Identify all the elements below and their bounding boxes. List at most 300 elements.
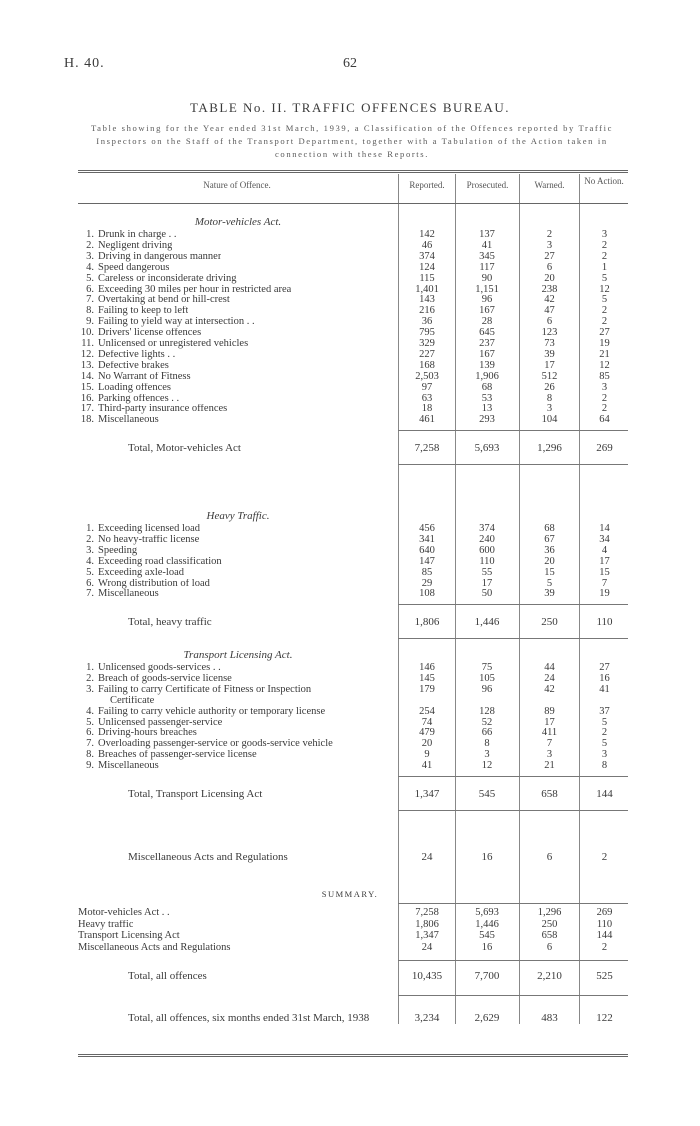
table-row: [0, 263, 700, 273]
warned-cell: 44: [544, 662, 555, 673]
no-action-cell: 2: [601, 392, 608, 404]
no-action-cell: 8: [601, 760, 608, 772]
warned-cell: 27: [544, 250, 555, 262]
reported-cell: 20: [421, 738, 433, 750]
row-number: 15.: [80, 381, 94, 393]
reported-cell: 145: [419, 672, 435, 684]
reported-cell: 9: [424, 749, 430, 761]
no-action-cell: 2: [601, 727, 608, 739]
reported-cell: 10,435: [411, 970, 443, 982]
reported-cell: 97: [421, 381, 433, 393]
section-rule: [398, 464, 628, 465]
header-rule: [78, 203, 628, 204]
reported-cell: 2,503: [415, 370, 439, 382]
prosecuted-cell: 117: [479, 261, 495, 273]
row-number: 7.: [86, 294, 94, 306]
row-number: 14.: [80, 370, 94, 382]
reported-cell: 85: [421, 566, 433, 578]
table-row: [0, 350, 700, 360]
reported-cell: 124: [419, 261, 435, 273]
no-action-cell: 5: [601, 716, 608, 728]
warned-cell: 17: [544, 359, 555, 371]
no-action-cell: 27: [599, 327, 610, 339]
offence-label: Third-party insurance offences: [98, 404, 228, 415]
prosecuted-cell: 293: [479, 414, 495, 426]
table-row: [0, 415, 700, 425]
table-row: [0, 230, 700, 240]
row-number: 5.: [86, 716, 94, 728]
prosecuted-cell: 8: [484, 738, 490, 750]
warned-cell: 17: [544, 716, 555, 728]
no-action-cell: 12: [599, 359, 610, 371]
table-row: [0, 241, 700, 251]
warned-total: 250: [541, 616, 558, 629]
row-number: 12.: [80, 348, 94, 360]
table-row: [0, 524, 700, 534]
reported-cell: 168: [419, 359, 435, 371]
table-row: [0, 274, 700, 284]
row-number: 18.: [80, 414, 94, 426]
reported-cell: 1,806: [415, 918, 439, 930]
misc-acts-label: Miscellaneous Acts and Regulations: [128, 851, 288, 863]
table-row: [0, 761, 700, 771]
row-number: 17.: [80, 403, 94, 415]
total-label: Total, Transport Licensing Act: [128, 788, 263, 800]
prosecuted-cell: 96: [481, 294, 493, 306]
prosecuted-cell: 96: [481, 683, 493, 695]
row-number: 7.: [86, 738, 94, 750]
reported-cell: 63: [421, 392, 433, 404]
prosecuted-cell: 600: [479, 544, 495, 556]
no-action-cell: 17: [599, 555, 610, 567]
total-label: Total, Motor-vehicles Act: [128, 442, 241, 455]
prior-rule: [398, 995, 628, 996]
row-number: 11.: [81, 338, 94, 349]
warned-cell: 411: [541, 727, 558, 739]
row-number: 8.: [86, 305, 94, 317]
row-number: 8.: [86, 749, 94, 761]
offence-label: Wrong distribution of load: [98, 578, 210, 589]
table-row: [0, 372, 700, 382]
warned-cell: 6: [546, 316, 553, 328]
table-row: [0, 535, 700, 545]
no-action-cell: 16: [599, 672, 610, 684]
warned-cell: 3: [546, 749, 553, 761]
summary-row: [0, 943, 700, 953]
prosecuted-cell: 7,700: [474, 970, 500, 982]
table-row: [0, 328, 700, 338]
no-action-cell: 2: [601, 305, 608, 317]
table-row: [0, 546, 700, 556]
reported-cell: 29: [421, 577, 433, 589]
table-title: TABLE No. II. TRAFFIC OFFENCES BUREAU.: [189, 100, 511, 115]
warned-cell: 24: [544, 672, 555, 684]
reported-cell: 254: [419, 705, 435, 717]
prosecuted-cell: 2,629: [474, 1012, 500, 1024]
summary-label: Transport Licensing Act: [78, 931, 180, 941]
warned-cell: 26: [544, 381, 555, 393]
warned-cell: 6: [546, 941, 553, 953]
offence-label: Careless or inconsiderate driving: [98, 273, 237, 284]
reported-cell: 640: [419, 544, 435, 556]
no-action-cell: 27: [599, 662, 610, 673]
table-row: [0, 663, 700, 673]
summary-label: Heavy traffic: [78, 919, 134, 930]
offence-label: Loading offences: [98, 382, 171, 393]
row-number: 6.: [86, 727, 94, 739]
no-action-cell: 34: [599, 533, 610, 545]
table-row: [0, 306, 700, 316]
warned-cell: 39: [544, 348, 555, 360]
prosecuted-cell: 68: [481, 381, 493, 393]
warned-cell: 6: [546, 851, 553, 863]
row-number: 2.: [86, 533, 94, 545]
prior-period-row-label: Total, all offences, six months ended 31st March, 1938: [128, 1012, 370, 1024]
offence-label: Breaches of passenger-service license: [98, 750, 257, 761]
row-number: 9.: [86, 316, 94, 328]
section-title: Heavy Traffic.: [206, 510, 270, 522]
summary-label: Miscellaneous Acts and Regulations: [78, 942, 231, 953]
row-number: 1.: [86, 523, 94, 534]
no-action-cell: 269: [596, 907, 613, 918]
no-action-cell: 5: [601, 294, 608, 306]
offence-label: Breach of goods-service license: [98, 673, 232, 684]
prosecuted-cell: 16: [481, 851, 493, 863]
summary-title: SUMMARY.: [321, 889, 379, 899]
prosecuted-cell: 237: [479, 338, 495, 349]
warned-cell: 21: [544, 760, 555, 772]
section-rule: [398, 810, 628, 811]
row-number: 7.: [86, 588, 94, 600]
no-action-cell: 37: [599, 705, 610, 717]
prosecuted-cell: 41: [481, 239, 493, 251]
no-action-cell: 41: [599, 683, 610, 695]
reported-cell: 1,347: [415, 930, 439, 941]
reported-cell: 108: [419, 588, 435, 600]
prosecuted-cell: 345: [479, 250, 495, 262]
reported-cell: 179: [419, 683, 435, 695]
prosecuted-cell: 137: [479, 229, 495, 240]
table-row-continuation: [0, 696, 700, 706]
prosecuted-cell: 167: [479, 305, 495, 317]
table-row: [0, 674, 700, 684]
no-action-cell: 144: [596, 930, 613, 941]
prosecuted-cell: 13: [481, 403, 493, 415]
reported-cell: 143: [419, 294, 435, 306]
table-row: [0, 589, 700, 599]
row-number: 4.: [86, 555, 94, 567]
offence-label: Exceeding 30 miles per hour in restricted area: [98, 284, 292, 295]
row-number: 9.: [86, 760, 94, 772]
reported-cell: 7,258: [415, 907, 439, 918]
prosecuted-cell: 1,151: [475, 283, 499, 295]
prosecuted-cell: 240: [479, 533, 495, 545]
offence-label: Overloading passenger-service or goods-service vehicle: [98, 739, 333, 750]
col-header-nature: Nature of Offence.: [203, 180, 271, 190]
reported-cell: 41: [421, 760, 433, 772]
prosecuted-cell: 66: [481, 727, 493, 739]
warned-cell: 89: [544, 705, 555, 717]
warned-cell: 8: [546, 392, 553, 404]
prosecuted-cell: 28: [481, 316, 493, 328]
no-action-total: 144: [596, 788, 613, 800]
no-action-cell: 2: [601, 250, 608, 262]
no-action-cell: 2: [601, 403, 608, 415]
no-action-total: 269: [596, 442, 613, 455]
row-number: 13.: [80, 359, 94, 371]
offence-label: Overtaking at bend or hill-crest: [98, 295, 230, 306]
col-header-warned: Warned.: [534, 180, 565, 190]
table-row: [0, 317, 700, 327]
offence-label: Driving in dangerous manner: [98, 251, 222, 262]
no-action-cell: 4: [601, 544, 608, 556]
table-row: [0, 568, 700, 578]
prosecuted-cell: 90: [481, 272, 493, 284]
offence-label: Exceeding licensed load: [98, 524, 201, 534]
prosecuted-cell: 50: [481, 588, 493, 600]
section-rule: [398, 638, 628, 639]
table-row: [0, 404, 700, 414]
reported-cell: 456: [419, 523, 435, 534]
warned-cell: 47: [544, 305, 555, 317]
no-action-total: 110: [596, 616, 613, 629]
warned-cell: 73: [544, 338, 555, 349]
prosecuted-cell: 5,693: [475, 907, 499, 918]
no-action-cell: 12: [599, 283, 610, 295]
no-action-cell: 64: [599, 414, 610, 426]
reported-cell: 227: [419, 348, 435, 360]
no-action-cell: 14: [599, 523, 610, 534]
section-title: Transport Licensing Act.: [183, 649, 293, 661]
offence-label: Parking offences . .: [98, 393, 180, 404]
table-row: [0, 750, 700, 760]
offence-label: No Warrant of Fitness: [98, 371, 191, 382]
grand-total-row-label: Total, all offences: [128, 970, 207, 982]
table-row: [0, 252, 700, 262]
summary-row: [0, 908, 700, 918]
no-action-cell: 1: [601, 261, 608, 273]
row-number: 3.: [86, 250, 94, 262]
table-row: [0, 718, 700, 728]
page-header-code: H. 40.: [64, 56, 105, 71]
reported-total: 7,258: [414, 442, 440, 455]
prosecuted-cell: 167: [479, 348, 495, 360]
prosecuted-cell: 128: [479, 705, 495, 717]
warned-cell: 67: [544, 533, 555, 545]
row-number: 5.: [86, 272, 94, 284]
warned-cell: 42: [544, 294, 555, 306]
warned-cell: 5: [546, 577, 553, 589]
warned-cell: 512: [541, 370, 558, 382]
offence-label: Unlicensed or unregistered vehicles: [98, 339, 249, 349]
summary-row: [0, 931, 700, 941]
total-rule: [398, 776, 628, 777]
offence-label: Unlicensed passenger-service: [98, 717, 223, 728]
prosecuted-cell: 374: [479, 523, 495, 534]
warned-cell: 104: [541, 414, 558, 426]
prosecuted-cell: 75: [481, 662, 493, 673]
row-number: 3.: [86, 683, 94, 695]
no-action-cell: 5: [601, 738, 608, 750]
reported-cell: 24: [421, 851, 433, 863]
prosecuted-cell: 17: [481, 577, 493, 589]
row-number: 4.: [86, 261, 94, 273]
warned-cell: 2: [546, 229, 553, 240]
total-label: Total, heavy traffic: [128, 616, 212, 629]
table-row: [0, 739, 700, 749]
offence-label: Defective lights . .: [98, 349, 176, 360]
col-header-reported: Reported.: [409, 180, 445, 190]
offence-label-continuation: Certificate: [110, 695, 155, 706]
table-row: [0, 339, 700, 349]
no-action-cell: 3: [601, 749, 608, 761]
offence-label: Failing to carry Certificate of Fitness or Inspection: [98, 684, 312, 695]
warned-total: 1,296: [537, 442, 562, 455]
prosecuted-cell: 110: [479, 555, 495, 567]
row-number: 1.: [86, 662, 94, 673]
table-row: [0, 361, 700, 371]
reported-cell: 74: [421, 716, 433, 728]
page-number: 62: [343, 56, 357, 71]
warned-cell: 39: [544, 588, 555, 600]
top-rule: [78, 170, 628, 171]
no-action-cell: 2: [601, 941, 608, 953]
no-action-cell: 2: [601, 851, 608, 863]
no-action-cell: 19: [599, 338, 610, 349]
table-row: [0, 579, 700, 589]
warned-cell: 20: [544, 555, 555, 567]
no-action-cell: 3: [601, 229, 608, 240]
offence-label: Speed dangerous: [98, 262, 170, 273]
total-rule: [398, 430, 628, 431]
prosecuted-cell: 1,446: [475, 918, 499, 930]
no-action-cell: 122: [596, 1012, 613, 1024]
no-action-cell: 2: [601, 316, 608, 328]
row-number: 3.: [86, 544, 94, 556]
table-row: [0, 728, 700, 738]
prosecuted-cell: 12: [481, 760, 493, 772]
table-row: [0, 295, 700, 305]
offence-label: Miscellaneous: [98, 589, 159, 600]
offence-label: Exceeding axle-load: [98, 567, 184, 578]
prosecuted-total: 545: [478, 788, 496, 800]
col-header-no-action: No Action.: [584, 176, 624, 186]
offence-label: Miscellaneous: [98, 415, 159, 426]
warned-cell: 250: [541, 918, 558, 930]
offence-label: Defective brakes: [98, 360, 169, 371]
row-number: 2.: [86, 239, 94, 251]
warned-cell: 7: [546, 738, 553, 750]
prosecuted-cell: 3: [484, 749, 490, 761]
warned-cell: 68: [544, 523, 555, 534]
prosecuted-cell: 545: [479, 930, 495, 941]
prosecuted-cell: 16: [481, 941, 493, 953]
no-action-cell: 525: [596, 970, 613, 982]
table-row: [0, 394, 700, 404]
reported-cell: 461: [419, 414, 435, 426]
offence-label: No heavy-traffic license: [98, 534, 200, 545]
offence-label: Negligent driving: [98, 240, 173, 251]
offence-label: Failing to keep to left: [98, 306, 189, 317]
section-title: Motor-vehicles Act.: [194, 216, 282, 228]
table-row: [0, 685, 700, 695]
warned-cell: 238: [541, 283, 558, 295]
warned-cell: 3: [546, 403, 553, 415]
row-number: 5.: [86, 566, 94, 578]
warned-cell: 2,210: [537, 970, 562, 982]
offence-label: Exceeding road classification: [98, 556, 222, 567]
bottom-rule: [78, 1054, 628, 1055]
warned-cell: 36: [544, 544, 555, 556]
row-number: 2.: [86, 672, 94, 684]
row-number: 4.: [86, 705, 94, 717]
reported-cell: 479: [419, 727, 435, 739]
warned-cell: 20: [544, 272, 555, 284]
reported-cell: 142: [419, 229, 435, 240]
col-header-prosecuted: Prosecuted.: [466, 180, 509, 190]
summary-total-rule: [398, 960, 628, 961]
reported-cell: 115: [419, 272, 435, 284]
warned-cell: 483: [541, 1012, 558, 1024]
reported-cell: 146: [419, 662, 435, 673]
summary-row: [0, 920, 700, 930]
no-action-cell: 2: [601, 239, 608, 251]
reported-cell: 24: [421, 941, 433, 953]
offence-label: Unlicensed goods-services . .: [98, 663, 221, 673]
reported-cell: 795: [419, 327, 435, 339]
reported-cell: 3,234: [414, 1012, 440, 1024]
reported-cell: 36: [421, 316, 433, 328]
reported-total: 1,806: [414, 616, 440, 629]
prosecuted-cell: 105: [479, 672, 495, 684]
prosecuted-cell: 52: [481, 716, 493, 728]
row-number: 6.: [86, 577, 94, 589]
total-rule: [398, 604, 628, 605]
reported-cell: 18: [421, 403, 433, 415]
row-number: 6.: [86, 283, 94, 295]
warned-total: 658: [541, 788, 558, 800]
summary-top-rule: [398, 903, 628, 904]
warned-cell: 3: [546, 239, 553, 251]
table-row: [0, 557, 700, 567]
reported-cell: 216: [419, 305, 435, 317]
row-number: 10.: [80, 327, 94, 339]
reported-cell: 1,401: [415, 283, 439, 295]
no-action-cell: 19: [599, 588, 610, 600]
offence-label: Speeding: [98, 545, 138, 556]
warned-cell: 658: [541, 930, 558, 941]
no-action-cell: 21: [599, 348, 610, 360]
bottom-rule-2: [78, 1056, 628, 1057]
reported-cell: 46: [421, 239, 433, 251]
offence-label: Drivers' license offences: [98, 328, 202, 339]
no-action-cell: 3: [601, 381, 608, 393]
no-action-cell: 15: [599, 566, 610, 578]
row-number: 16.: [80, 392, 94, 404]
reported-cell: 341: [419, 533, 435, 545]
reported-total: 1,347: [414, 788, 440, 800]
no-action-cell: 5: [601, 272, 608, 284]
prosecuted-total: 1,446: [474, 616, 500, 629]
warned-cell: 123: [541, 327, 558, 339]
offence-label: Miscellaneous: [98, 761, 159, 772]
reported-cell: 329: [419, 338, 435, 349]
warned-cell: 6: [546, 261, 553, 273]
prosecuted-cell: 1,906: [475, 370, 499, 382]
table-row: [0, 707, 700, 717]
table-row: [0, 383, 700, 393]
table-row: [0, 285, 700, 295]
